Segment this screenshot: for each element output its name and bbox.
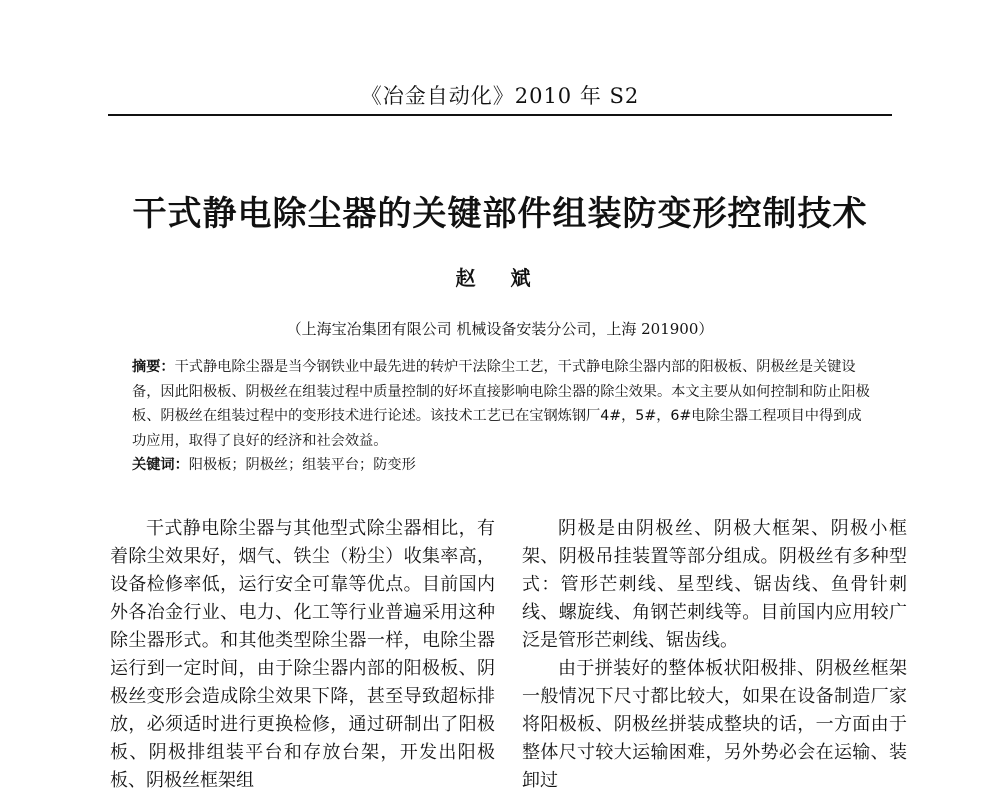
author: 赵 斌	[455, 266, 545, 290]
abstract	[132, 355, 872, 453]
keywords-label: 关键词：	[132, 457, 189, 473]
abstract-text: 干式静电除尘器是当今钢铁业中最先进的转炉干法除尘工艺，干式静电除尘器内部的阳极板、阴极丝是关键设备，因此阳极板、阴极丝在组装过程中质量控制的好坏直接影响电除尘器的除尘效果。本文主要从如何控制和防止阳极板、阴极丝在组装过程中的变形技术进行论述。该技术工艺已在宝钢炼钢厂4#，5#，6#电除尘器工程项目中得到成功应用，取得了良好的经济和社会效益。	[132, 359, 870, 449]
keywords	[132, 453, 872, 478]
paper-title: 干式静电除尘器的关键部件组装防变形控制技术	[132, 194, 868, 234]
keywords-text: 阳极板；阴极丝；组装平台；防变形	[188, 457, 416, 473]
header-rule	[108, 114, 892, 116]
journal-header: 《冶金自动化》2010 年 S2	[360, 84, 640, 108]
body-column-right	[522, 515, 907, 795]
body-column-left	[110, 515, 495, 795]
abstract-label: 摘要：	[132, 359, 175, 375]
body-paragraph: 阴极是由阴极丝、阴极大框架、阴极小框架、阴极吊挂装置等部分组成。阴极丝有多种型式：管形芒刺线、星型线、锯齿线、鱼骨针刺线、螺旋线、角钢芒刺线等。目前国内应用较广泛是管形芒刺线、锯齿线。	[522, 518, 907, 651]
abstract-block	[132, 355, 872, 478]
affiliation: （上海宝冶集团有限公司 机械设备安装分公司，上海 201900）	[286, 320, 714, 338]
body-paragraph: 干式静电除尘器与其他型式除尘器相比，有着除尘效果好，烟气、铁尘（粉尘）收集率高，设备检修率低，运行安全可靠等优点。目前国内外各冶金行业、电力、化工等行业普遍采用这种除尘器形式。和其他类型除尘器一样，电除尘器运行到一定时间，由于除尘器内部的阳极板、阴极丝变形会造成除尘效果下降，甚至导致超标排放，必须适时进行更换检修，通过研制出了阳极板、阴极排组装平台和存放台架，开发出阳极板、阴极丝框架组	[110, 518, 495, 791]
body-paragraph: 由于拼装好的整体板状阳极排、阴极丝框架一般情况下尺寸都比较大，如果在设备制造厂家将阳极板、阴极丝拼装成整块的话，一方面由于整体尺寸较大运输困难，另外势必会在运输、装卸过	[522, 658, 907, 791]
